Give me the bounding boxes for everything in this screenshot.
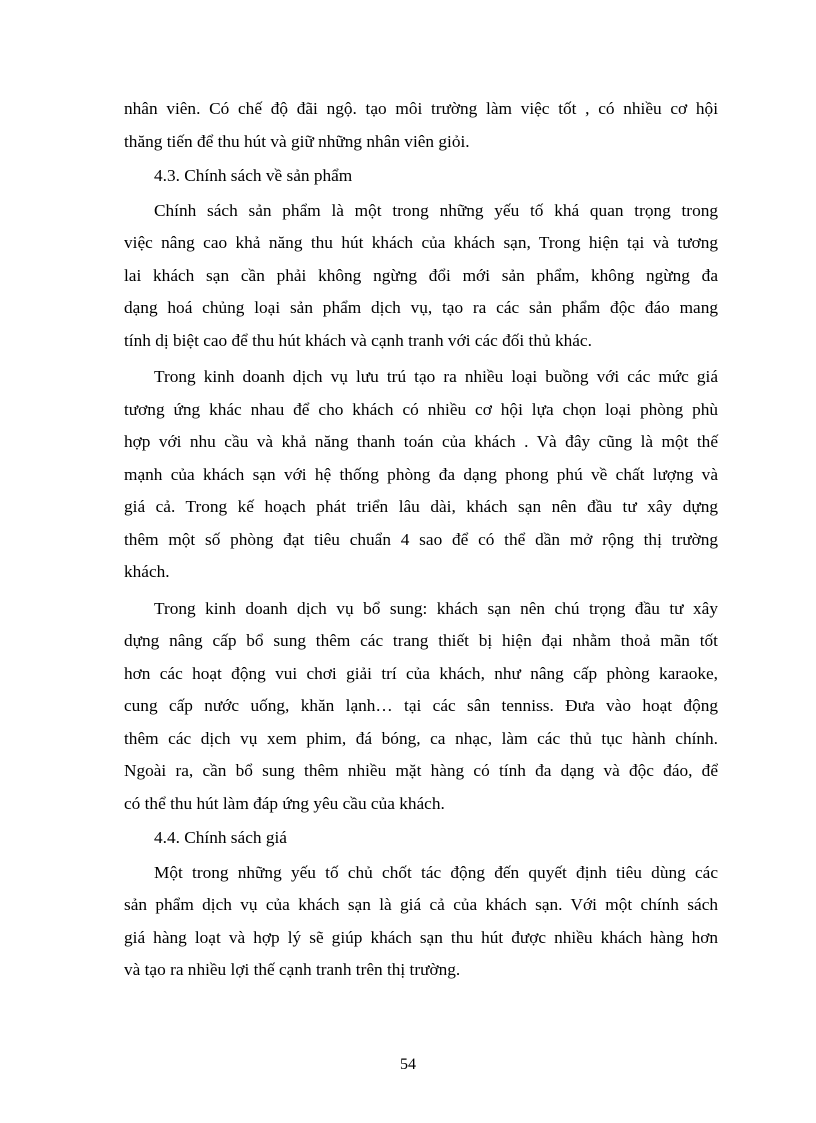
text-line: giá hàng loạt và hợp lý sẽ giúp khách sạn thu hút được nhiều khách hàng hơn — [124, 927, 718, 947]
text-line: Một trong những yếu tố chủ chốt tác động đến quyết định tiêu dùng các — [154, 862, 718, 882]
text-line: giá cả. Trong kế hoạch phát triển lâu dài, khách sạn nên đầu tư xây dựng — [124, 497, 718, 516]
paragraph-accommodation-cont — [124, 394, 718, 589]
page-number: 54 — [400, 1056, 416, 1073]
text-line: thăng tiến để thu hút và giữ những nhân viên giỏi. — [124, 131, 470, 151]
text-line: Trong kinh doanh dịch vụ bổ sung: khách sạn nên chú trọng đầu tư xây — [154, 598, 718, 618]
paragraph-price-policy-cont — [124, 889, 718, 987]
paragraph-accommodation — [124, 361, 718, 394]
text-line: tương ứng khác nhau để cho khách có nhiều cơ hội lựa chọn loại phòng phù — [124, 399, 718, 419]
paragraph-product-policy-cont — [124, 227, 718, 357]
paragraph-price-policy — [124, 857, 718, 890]
text-line: mạnh của khách sạn với hệ thống phòng đa dạng phong phú về chất lượng và — [124, 464, 718, 484]
paragraph-supplementary-services-cont — [124, 625, 718, 820]
text-line: Chính sách sản phẩm là một trong những yếu tố khá quan trọng trong — [154, 200, 718, 220]
text-line: thêm các dịch vụ xem phim, đá bóng, ca nhạc, làm các thủ tục hành chính. — [124, 728, 718, 748]
paragraph-product-policy — [124, 195, 718, 228]
paragraph-supplementary-services — [124, 593, 718, 626]
text-line: lai khách sạn cần phải không ngừng đổi mới sản phẩm, không ngừng đa — [124, 265, 718, 285]
paragraph-staff-policy — [124, 93, 718, 158]
text-line: hơn các hoạt động vui chơi giải trí của khách, như nâng cấp phòng karaoke, — [124, 663, 718, 683]
text-line: nhân viên. Có chế độ đãi ngộ. tạo môi trường làm việc tốt , có nhiều cơ hội — [124, 99, 718, 118]
text-line: hợp với nhu cầu và khả năng thanh toán của khách . Và đây cũng là một thế — [124, 432, 718, 451]
text-line: tính dị biệt cao để thu hút khách và cạnh tranh với các đối thủ khác. — [124, 330, 592, 350]
text-line: sản phẩm dịch vụ của khách sạn là giá cả của khách sạn. Với một chính sách — [124, 895, 718, 914]
text-line: có thể thu hút làm đáp ứng yêu cầu của khách. — [124, 793, 445, 813]
text-line: dựng nâng cấp bổ sung thêm các trang thiết bị hiện đại nhằm thoả mãn tốt — [124, 631, 718, 650]
section-heading-price-policy: 4.4. Chính sách giá — [154, 828, 287, 847]
text-line: khách. — [124, 562, 170, 581]
document-body — [124, 93, 718, 987]
text-line: việc nâng cao khả năng thu hút khách của khách sạn, Trong hiện tại và tương — [124, 233, 718, 252]
text-line: Ngoài ra, cần bổ sung thêm nhiều mặt hàng có tính đa dạng và độc đáo, để — [124, 761, 718, 780]
text-line: và tạo ra nhiều lợi thế cạnh tranh trên thị trường. — [124, 960, 461, 979]
text-line: cung cấp nước uống, khăn lạnh… tại các sân tenniss. Đưa vào hoạt động — [124, 696, 718, 715]
text-line: dạng hoá chủng loại sản phẩm dịch vụ, tạo ra các sản phẩm độc đáo mang — [124, 298, 718, 317]
section-heading-product-policy: 4.3. Chính sách về sản phẩm — [154, 166, 353, 185]
text-line: Trong kinh doanh dịch vụ lưu trú tạo ra nhiều loại buồng với các mức giá — [154, 367, 718, 386]
text-line: thêm một số phòng đạt tiêu chuẩn 4 sao để có thể dần mở rộng thị trường — [124, 529, 718, 549]
